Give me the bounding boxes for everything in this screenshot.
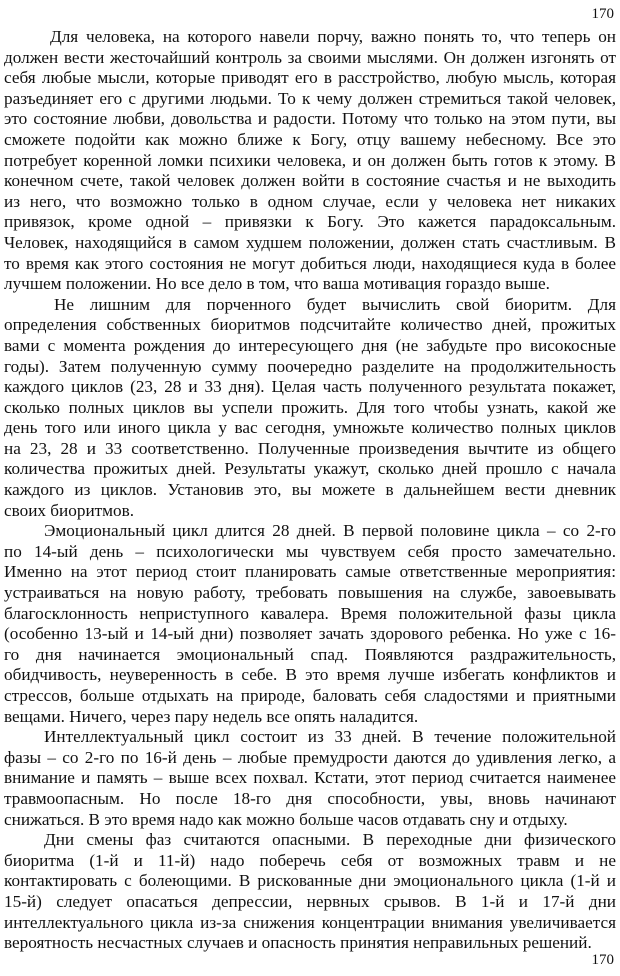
text-line: травмоопасным. Но после 18-го дня способности, увы, вновь начинают — [4, 788, 616, 808]
paragraph — [4, 27, 616, 295]
text-line: сколько полных циклов вы успели прожить. Для того чтобы узнать, какой же — [4, 397, 616, 417]
text-line: потребует коренной ломки психики человека, и он должен быть готов к этому. В — [4, 150, 616, 170]
text-line: Дни смены фаз считаются опасными. В переходные дни физического — [44, 830, 616, 850]
text-line: Человек, находящийся в самом худшем положении, должен стать счастливым. В — [4, 232, 616, 252]
text-line: 15-й) следует опасаться депрессии, нервных срывов. В 1-й и 17-й дни — [4, 891, 616, 911]
text-line: Для человека, на которого навели порчу, важно понять то, что теперь он — [50, 27, 616, 46]
text-line: внимание и память – выше всех похвал. Кстати, этот период считается наименее — [4, 768, 616, 788]
text-line: каждого циклов (23, 28 и 33 дня). Целая часть полученного результата покажет, — [4, 377, 616, 397]
text-line: фазы – со 2-го по 16-й день – любые премудрости даются до удивления легко, а — [4, 747, 616, 767]
text-line: интеллектуального цикла из-за снижения концентрации внимания увеличивается — [4, 912, 616, 932]
text-line: определения собственных биоритмов подсчитайте количество дней, прожитых — [4, 315, 616, 335]
text-line: конечном счете, такой человек должен войти в состояние счастья и не выходить — [4, 171, 616, 191]
text-line: вещами. Ничего, через пару недель все опять наладится. — [4, 706, 419, 726]
text-line: биоритма (1-й и 11-й) надо поберечь себя от возможных травм и не — [4, 850, 616, 870]
text-line: контактировать с болеющими. В рискованные дни эмоционального цикла (1-й и — [4, 871, 616, 891]
paragraph — [4, 521, 616, 727]
text-line: (особенно 13-ый и 14-ый дни) позволяет зачать здорового ребенка. Но уже с 16- — [4, 624, 616, 644]
page-number-bottom: 170 — [591, 952, 614, 968]
paragraph — [4, 727, 616, 830]
text-line: то время как этого состояния не могут добиться люди, находящиеся куда в более — [4, 253, 616, 273]
page-number-top: 170 — [591, 6, 614, 22]
text-line: стрессов, больше отдыхать на природе, баловать себя сладостями и приятными — [4, 686, 616, 705]
text-line: вами с момента рождения до интересующего дня (не забудьте про високосные — [4, 335, 616, 355]
text-body — [4, 27, 616, 954]
text-line: вероятность несчастных случаев и опасность принятия неправильных решений. — [4, 933, 592, 953]
text-line: разъединяет его с другими людьми. То к чему должен стремиться такой человек, — [4, 88, 616, 108]
text-line: Именно на этот период стоит планировать самые ответственные мероприятия: — [4, 562, 616, 582]
text-line: сможете подойти как можно ближе к Богу, отцу вашему небесному. Все это — [4, 129, 616, 149]
paragraph — [4, 830, 616, 954]
text-line: это состояние любви, довольства и радости. Потому что только на этом пути, вы — [4, 109, 616, 129]
text-line: устраиваться на новую работу, требовать повышения на службе, завоевывать — [4, 583, 616, 603]
text-line: снижаться. В это время надо как можно больше часов отдавать сну и отдыху. — [4, 809, 568, 829]
text-line: должен вести жесточайший контроль за своими мыслями. Он должен изгонять от — [4, 47, 616, 67]
text-line: Эмоциональный цикл длится 28 дней. В первой половине цикла – со 2-го — [44, 521, 616, 541]
text-line: своих биоритмов. — [4, 500, 135, 520]
text-line: благосклонность неприступного кавалера. Время положительной фазы цикла — [4, 603, 616, 623]
text-line: каждого из циклов. Установив это, вы можете в дальнейшем вести дневник — [4, 480, 616, 500]
text-line: обидчивость, неуверенность в себе. В это время лучше избегать конфликтов и — [4, 665, 616, 685]
text-line: на 23, 28 и 33 соответственно. Полученные произведения вычтите из общего — [4, 438, 616, 458]
text-line: день того или иного цикла у вас сегодня, умножьте количество полных циклов — [4, 418, 616, 438]
text-line: из него, что возможно только в одном случае, если у человека нет никаких — [4, 191, 616, 211]
text-line: Не лишним для порченного будет вычислить свой биоритм. Для — [54, 294, 616, 314]
text-line: по 14-ый день – психологически мы чувствуем себя просто замечательно. — [4, 541, 616, 561]
text-line: себя любые мысли, которые приводят его в расстройство, любую мысль, которая — [4, 68, 616, 88]
text-line: годы). Затем полученную сумму поочередно разделите на продолжительность — [4, 356, 616, 376]
text-line: Интеллектуальный цикл состоит из 33 дней. В течение положительной — [44, 727, 616, 747]
text-line: количества прожитых дней. Результаты укажут, сколько дней прошло с начала — [4, 459, 616, 479]
text-line: го дня начинается эмоциональный спад. Появляются раздражительность, — [4, 644, 616, 664]
text-line: лучшем положении. Но все дело в том, что ваша мотивация гораздо выше. — [4, 274, 550, 294]
paragraph — [4, 295, 616, 522]
text-line: привязок, кроме одной – привязки к Богу. Это кажется парадоксальным. — [4, 212, 616, 232]
